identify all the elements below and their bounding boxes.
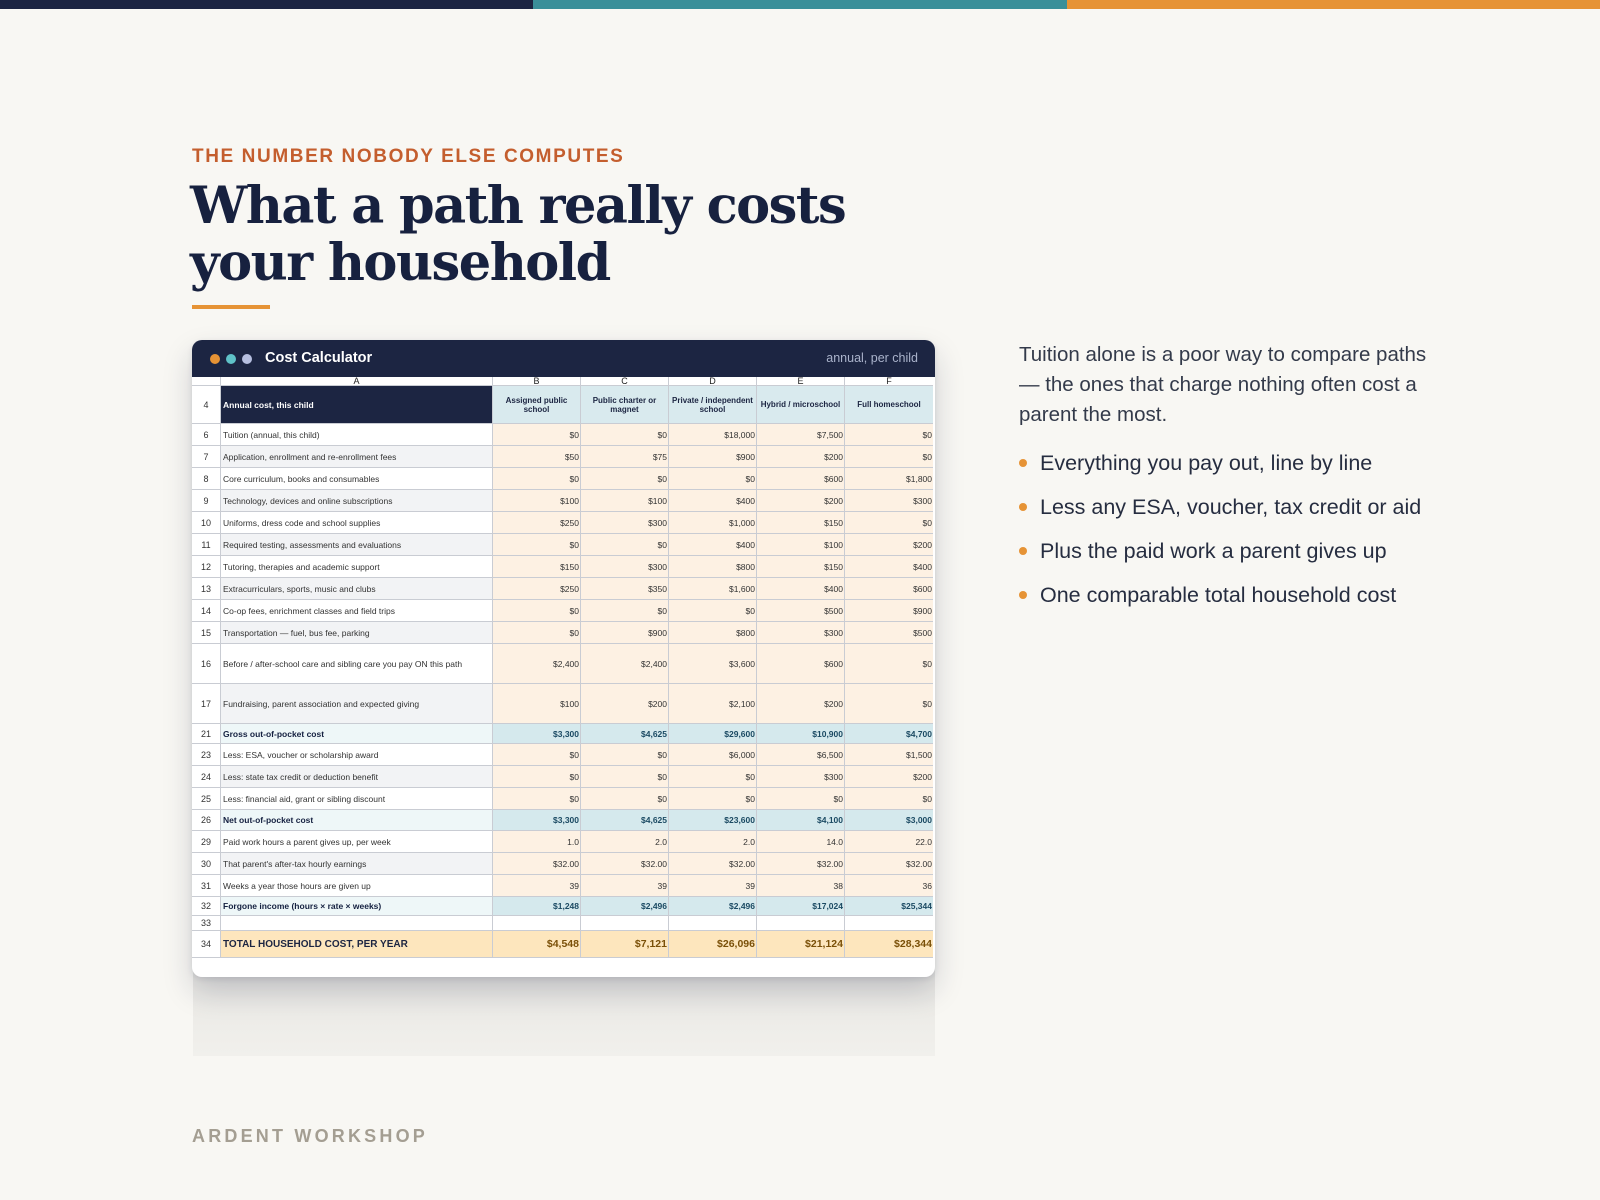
title-underline: [192, 305, 270, 309]
row-label-cell[interactable]: Tutoring, therapies and academic support: [221, 556, 493, 578]
table-row: [192, 578, 933, 600]
value-cell[interactable]: $0: [581, 600, 669, 622]
window-title: Cost Calculator: [265, 350, 373, 366]
value-cell[interactable]: $800: [669, 556, 757, 578]
table-row: [192, 534, 933, 556]
accent-segment-orange: [1067, 0, 1600, 9]
row-number: 10: [192, 512, 221, 534]
table-row: [192, 916, 933, 931]
value-cell[interactable]: $1,500: [845, 744, 933, 766]
value-cell[interactable]: $500: [757, 600, 845, 622]
row-label-cell[interactable]: Forgone income (hours × rate × weeks): [221, 897, 493, 916]
value-cell[interactable]: $900: [669, 446, 757, 468]
row-label-cell[interactable]: Less: financial aid, grant or sibling discount: [221, 788, 493, 810]
row-number: 17: [192, 684, 221, 724]
cost-calculator-window: [192, 340, 935, 977]
table-row: [192, 853, 933, 875]
column-letter-b[interactable]: B: [493, 377, 581, 386]
value-cell[interactable]: $3,300: [493, 724, 581, 744]
value-cell[interactable]: $150: [493, 556, 581, 578]
value-cell[interactable]: 39: [493, 875, 581, 897]
row-number: 26: [192, 810, 221, 831]
row-number: 6: [192, 424, 221, 446]
value-cell[interactable]: $25,344: [845, 897, 933, 916]
value-cell[interactable]: $0: [581, 468, 669, 490]
value-cell[interactable]: $4,625: [581, 810, 669, 831]
row-label-cell[interactable]: Technology, devices and online subscriptions: [221, 490, 493, 512]
accent-segment-teal: [533, 0, 1066, 9]
header-path-cell[interactable]: Public charter or magnet: [581, 386, 669, 424]
value-cell[interactable]: $0: [669, 600, 757, 622]
value-cell[interactable]: [845, 916, 933, 931]
eyebrow-label: THE NUMBER NOBODY ELSE COMPUTES: [192, 146, 625, 167]
table-row: [192, 875, 933, 897]
value-cell[interactable]: $350: [581, 578, 669, 600]
value-cell[interactable]: [581, 916, 669, 931]
value-cell[interactable]: $900: [845, 600, 933, 622]
column-letter-c[interactable]: C: [581, 377, 669, 386]
row-number: 15: [192, 622, 221, 644]
window-minimize-dot[interactable]: [226, 354, 236, 364]
footer-brand: ARDENT WORKSHOP: [192, 1126, 428, 1146]
value-cell[interactable]: $2,100: [669, 684, 757, 724]
value-cell[interactable]: $50: [493, 446, 581, 468]
value-cell[interactable]: $0: [845, 644, 933, 684]
value-cell[interactable]: $1,600: [669, 578, 757, 600]
page-title: What a path really costs your household: [190, 176, 846, 293]
value-cell[interactable]: 14.0: [757, 831, 845, 853]
accent-segment-navy: [0, 0, 533, 9]
value-cell[interactable]: $1,248: [493, 897, 581, 916]
value-cell[interactable]: $1,000: [669, 512, 757, 534]
header-path-cell[interactable]: Full homeschool: [845, 386, 933, 424]
value-cell[interactable]: $200: [581, 684, 669, 724]
row-label-cell[interactable]: Co-op fees, enrichment classes and field trips: [221, 600, 493, 622]
window-close-dot[interactable]: [210, 354, 220, 364]
value-cell[interactable]: $500: [845, 622, 933, 644]
header-path-cell[interactable]: Private / independent school: [669, 386, 757, 424]
value-cell[interactable]: $0: [493, 534, 581, 556]
row-label-cell[interactable]: Uniforms, dress code and school supplies: [221, 512, 493, 534]
row-number: 16: [192, 644, 221, 684]
value-cell[interactable]: $0: [493, 600, 581, 622]
row-number: 14: [192, 600, 221, 622]
row-label-cell[interactable]: TOTAL HOUSEHOLD COST, PER YEAR: [221, 931, 493, 958]
table-row: [192, 766, 933, 788]
row-number: 34: [192, 931, 221, 958]
value-cell[interactable]: $21,124: [757, 931, 845, 958]
value-cell[interactable]: $0: [581, 424, 669, 446]
row-number: 24: [192, 766, 221, 788]
value-cell[interactable]: $600: [757, 468, 845, 490]
row-number: 12: [192, 556, 221, 578]
value-cell[interactable]: $10,900: [757, 724, 845, 744]
row-label-cell[interactable]: Required testing, assessments and evaluations: [221, 534, 493, 556]
value-cell[interactable]: $400: [669, 490, 757, 512]
bullet-dot-icon: [1019, 547, 1027, 555]
value-cell[interactable]: $300: [581, 556, 669, 578]
value-cell[interactable]: 38: [757, 875, 845, 897]
value-cell[interactable]: $4,700: [845, 724, 933, 744]
column-letter-d[interactable]: D: [669, 377, 757, 386]
row-label-cell[interactable]: [221, 916, 493, 931]
row-number: 7: [192, 446, 221, 468]
value-cell[interactable]: $100: [493, 684, 581, 724]
value-cell[interactable]: $0: [845, 446, 933, 468]
value-cell[interactable]: $6,000: [669, 744, 757, 766]
row-label-cell[interactable]: Tuition (annual, this child): [221, 424, 493, 446]
table-row: [192, 424, 933, 446]
row-number: 8: [192, 468, 221, 490]
value-cell[interactable]: $300: [757, 766, 845, 788]
value-cell[interactable]: $6,500: [757, 744, 845, 766]
row-label-cell[interactable]: Fundraising, parent association and expected giving: [221, 684, 493, 724]
value-cell[interactable]: [493, 916, 581, 931]
value-cell[interactable]: $150: [757, 556, 845, 578]
window-subtitle: annual, per child: [826, 351, 918, 365]
value-cell[interactable]: $200: [757, 446, 845, 468]
value-cell[interactable]: $32.00: [757, 853, 845, 875]
value-cell[interactable]: $0: [493, 468, 581, 490]
row-label-cell[interactable]: Transportation — fuel, bus fee, parking: [221, 622, 493, 644]
total-row: [192, 931, 933, 958]
column-letter-corner[interactable]: [192, 377, 221, 386]
row-number: 9: [192, 490, 221, 512]
bullet-item: [1019, 492, 1439, 522]
row-label-cell[interactable]: Less: state tax credit or deduction benefit: [221, 766, 493, 788]
row-label-cell[interactable]: Weeks a year those hours are given up: [221, 875, 493, 897]
value-cell[interactable]: $29,600: [669, 724, 757, 744]
value-cell[interactable]: $0: [493, 622, 581, 644]
value-cell[interactable]: $100: [581, 490, 669, 512]
value-cell[interactable]: $2,496: [581, 897, 669, 916]
bullet-dot-icon: [1019, 503, 1027, 511]
value-cell[interactable]: $28,344: [845, 931, 933, 958]
table-row: [192, 744, 933, 766]
row-number: 13: [192, 578, 221, 600]
header-path-cell[interactable]: Hybrid / microschool: [757, 386, 845, 424]
table-row: [192, 684, 933, 724]
bullet-text: Less any ESA, voucher, tax credit or aid: [1040, 495, 1422, 519]
table-row: [192, 622, 933, 644]
value-cell[interactable]: $300: [581, 512, 669, 534]
table-row: [192, 556, 933, 578]
value-cell[interactable]: $2,400: [581, 644, 669, 684]
value-cell[interactable]: $300: [757, 622, 845, 644]
table-row: [192, 512, 933, 534]
value-cell[interactable]: $4,548: [493, 931, 581, 958]
bullet-text: One comparable total household cost: [1040, 583, 1397, 607]
row-label-cell[interactable]: Gross out-of-pocket cost: [221, 724, 493, 744]
value-cell[interactable]: $2,400: [493, 644, 581, 684]
value-cell[interactable]: $600: [845, 578, 933, 600]
value-cell[interactable]: $0: [669, 468, 757, 490]
value-cell[interactable]: $400: [845, 556, 933, 578]
value-cell[interactable]: 2.0: [581, 831, 669, 853]
value-cell[interactable]: $900: [581, 622, 669, 644]
value-cell[interactable]: $4,100: [757, 810, 845, 831]
row-label-cell[interactable]: That parent's after-tax hourly earnings: [221, 853, 493, 875]
table-row: [192, 468, 933, 490]
table-row: [192, 600, 933, 622]
value-cell[interactable]: $200: [845, 766, 933, 788]
value-cell[interactable]: [669, 916, 757, 931]
row-number: 11: [192, 534, 221, 556]
row-number: 32: [192, 897, 221, 916]
value-cell[interactable]: [757, 916, 845, 931]
value-cell[interactable]: $0: [581, 788, 669, 810]
value-cell[interactable]: $2,496: [669, 897, 757, 916]
row-number: 4: [192, 386, 221, 424]
bullet-item: [1019, 580, 1439, 610]
value-cell[interactable]: $0: [669, 766, 757, 788]
bullet-text: Everything you pay out, line by line: [1040, 451, 1373, 475]
value-cell[interactable]: $17,024: [757, 897, 845, 916]
bullet-dot-icon: [1019, 591, 1027, 599]
value-cell[interactable]: $100: [757, 534, 845, 556]
value-cell[interactable]: 39: [581, 875, 669, 897]
bullet-item: [1019, 448, 1439, 478]
top-accent-bar: [0, 0, 1600, 9]
table-row: [192, 446, 933, 468]
bullet-dot-icon: [1019, 459, 1027, 467]
value-cell[interactable]: $0: [757, 788, 845, 810]
value-cell[interactable]: 22.0: [845, 831, 933, 853]
value-cell[interactable]: 1.0: [493, 831, 581, 853]
value-cell[interactable]: $0: [581, 744, 669, 766]
column-letter-a[interactable]: A: [221, 377, 493, 386]
value-cell[interactable]: $32.00: [669, 853, 757, 875]
value-cell[interactable]: $250: [493, 578, 581, 600]
value-cell[interactable]: $150: [757, 512, 845, 534]
intro-paragraph: Tuition alone is a poor way to compare paths — the ones that charge nothing often cost a parent the most.: [1019, 343, 1427, 426]
row-label-cell[interactable]: Core curriculum, books and consumables: [221, 468, 493, 490]
row-label-cell[interactable]: Less: ESA, voucher or scholarship award: [221, 744, 493, 766]
window-zoom-dot[interactable]: [242, 354, 252, 364]
value-cell[interactable]: $18,000: [669, 424, 757, 446]
value-cell[interactable]: $0: [845, 424, 933, 446]
table-row: [192, 490, 933, 512]
value-cell[interactable]: $0: [669, 788, 757, 810]
row-label-cell[interactable]: Net out-of-pocket cost: [221, 810, 493, 831]
row-label-cell[interactable]: Application, enrollment and re-enrollment fees: [221, 446, 493, 468]
value-cell[interactable]: $300: [845, 490, 933, 512]
value-cell[interactable]: $0: [845, 788, 933, 810]
window-titlebar: [192, 340, 935, 377]
spreadsheet-grid: [192, 377, 933, 976]
value-cell[interactable]: 2.0: [669, 831, 757, 853]
value-cell[interactable]: $200: [757, 490, 845, 512]
value-cell[interactable]: $0: [493, 424, 581, 446]
value-cell[interactable]: $0: [493, 788, 581, 810]
value-cell[interactable]: $3,300: [493, 810, 581, 831]
value-cell[interactable]: $0: [845, 684, 933, 724]
row-number: 29: [192, 831, 221, 853]
row-label-cell[interactable]: Paid work hours a parent gives up, per week: [221, 831, 493, 853]
subtotal-row: [192, 897, 933, 916]
value-cell[interactable]: 36: [845, 875, 933, 897]
row-label-cell[interactable]: Extracurriculars, sports, music and clubs: [221, 578, 493, 600]
value-cell[interactable]: $7,500: [757, 424, 845, 446]
value-cell[interactable]: $32.00: [493, 853, 581, 875]
header-path-cell[interactable]: Assigned public school: [493, 386, 581, 424]
value-cell[interactable]: $4,625: [581, 724, 669, 744]
value-cell[interactable]: $200: [845, 534, 933, 556]
value-cell[interactable]: $7,121: [581, 931, 669, 958]
value-cell[interactable]: $0: [581, 766, 669, 788]
value-cell[interactable]: $32.00: [581, 853, 669, 875]
row-number: 30: [192, 853, 221, 875]
value-cell[interactable]: $1,800: [845, 468, 933, 490]
value-cell[interactable]: 39: [669, 875, 757, 897]
row-number: 21: [192, 724, 221, 744]
value-cell[interactable]: $0: [845, 512, 933, 534]
header-row: [192, 386, 933, 424]
row-number: 23: [192, 744, 221, 766]
value-cell[interactable]: $3,600: [669, 644, 757, 684]
row-label-cell[interactable]: Before / after-school care and sibling care you pay ON this path: [221, 644, 493, 684]
value-cell[interactable]: $0: [493, 744, 581, 766]
subtotal-row: [192, 724, 933, 744]
header-label-cell[interactable]: Annual cost, this child: [221, 386, 493, 424]
column-letter-f[interactable]: F: [845, 377, 933, 386]
value-cell[interactable]: $26,096: [669, 931, 757, 958]
column-letter-e[interactable]: E: [757, 377, 845, 386]
table-row: [192, 831, 933, 853]
value-cell[interactable]: $600: [757, 644, 845, 684]
row-number: 31: [192, 875, 221, 897]
bullet-item: [1019, 536, 1439, 566]
value-cell[interactable]: $0: [581, 534, 669, 556]
value-cell[interactable]: $800: [669, 622, 757, 644]
value-cell[interactable]: $400: [757, 578, 845, 600]
value-cell[interactable]: $100: [493, 490, 581, 512]
row-number: 33: [192, 916, 221, 931]
value-cell[interactable]: $23,600: [669, 810, 757, 831]
subtotal-row: [192, 810, 933, 831]
value-cell[interactable]: $400: [669, 534, 757, 556]
bullet-text: Plus the paid work a parent gives up: [1040, 539, 1387, 563]
value-cell[interactable]: $250: [493, 512, 581, 534]
column-header-row: [192, 377, 933, 386]
value-cell[interactable]: $200: [757, 684, 845, 724]
value-cell[interactable]: $3,000: [845, 810, 933, 831]
value-cell[interactable]: $32.00: [845, 853, 933, 875]
bullet-list: [1019, 448, 1439, 624]
value-cell[interactable]: $0: [493, 766, 581, 788]
table-row: [192, 788, 933, 810]
row-number: 25: [192, 788, 221, 810]
value-cell[interactable]: $75: [581, 446, 669, 468]
table-row: [192, 644, 933, 684]
